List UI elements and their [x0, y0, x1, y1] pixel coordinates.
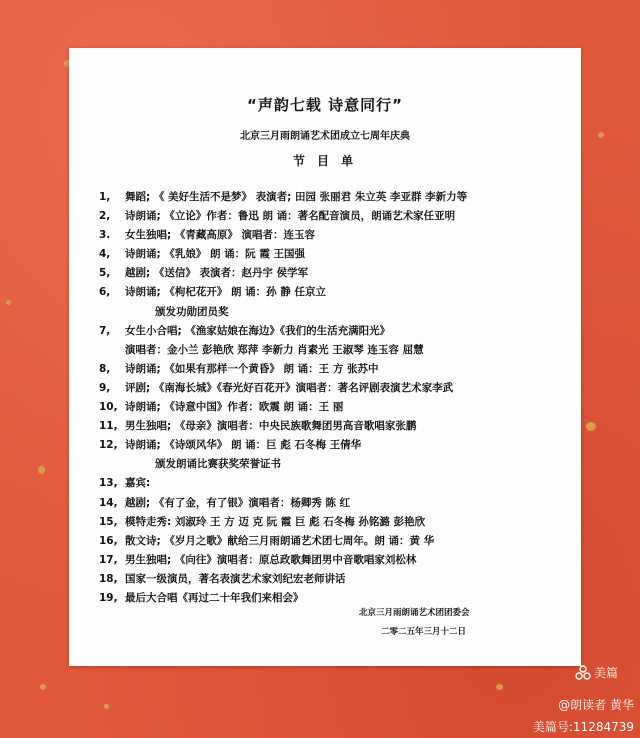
program-number: 6,: [99, 286, 111, 299]
program-number: 1,: [99, 191, 111, 203]
document-subtitle: 北京三月雨朗诵艺术团成立七周年庆典: [240, 131, 410, 142]
program-item: [99, 532, 561, 551]
gold-fleck: [38, 466, 45, 474]
program-number: 15,: [99, 515, 118, 528]
meipian-id: 美篇号:11284739: [532, 720, 634, 734]
program-number: 9,: [99, 381, 111, 394]
program-text: 评剧; 《南海长城》《春光好百花开》演唱者：著名评剧表演艺术家李武: [125, 381, 454, 394]
program-text: 诗朗诵; 《诗意中国》作者：欧震 朗 诵：王 丽: [125, 401, 344, 414]
program-text: 诗朗诵; 《诗颂风华》 朗 诵：巨 彪 石冬梅 王倩华: [125, 439, 362, 452]
program-text: 诗朗诵; 《枸杞花开》 朗 诵：孙 静 任京立: [125, 286, 326, 299]
program-item: [99, 188, 561, 207]
program-item: [99, 551, 561, 570]
award-line: [99, 455, 561, 474]
program-number: 5,: [99, 267, 111, 280]
meipian-brand: 美篇: [594, 666, 619, 680]
program-text: 诗朗诵; 《乳娘》 朗 诵：阮 霞 王国强: [125, 248, 305, 261]
program-number: 2,: [99, 210, 111, 223]
program-text: 颁发功勋团员奖: [155, 305, 229, 318]
document-date: 二零二五年三月十二日: [381, 627, 467, 637]
document-title: “声韵七载 诗意同行”: [247, 96, 403, 114]
program-number: 13,: [99, 477, 118, 490]
program-number: 16,: [99, 534, 118, 547]
program-text: 男生独唱; 《向往》演唱者：原总政歌舞团男中音歌唱家刘松林: [125, 553, 417, 566]
program-item: [99, 360, 561, 379]
program-text: 诗朗诵; 《如果有那样一个黄昏》 朗 诵：王 方 张苏中: [125, 362, 379, 375]
performers-line: [99, 341, 561, 360]
program-item: [99, 283, 561, 302]
program-item: [99, 417, 561, 436]
program-number: 19,: [99, 591, 118, 604]
program-item: [99, 474, 561, 493]
program-item: [99, 245, 561, 264]
program-number: 4,: [99, 248, 111, 261]
program-item: [99, 494, 561, 513]
program-text: 模特走秀: 刘淑玲 王 方 迈 克 阮 霞 巨 彪 石冬梅 孙铭潞 彭艳欣: [125, 515, 426, 528]
award-line: [99, 303, 561, 322]
program-number: 11,: [99, 420, 118, 433]
gold-fleck: [40, 684, 46, 690]
gold-fleck: [496, 684, 503, 690]
author-credit: @朗读者 黄华: [558, 698, 634, 712]
program-number: 12,: [99, 439, 118, 452]
program-text: 舞蹈; 《 美好生活不是梦》 表演者; 田园 张丽君 朱立英 李亚群 李新力等: [125, 191, 468, 203]
program-item: [99, 398, 561, 417]
program-text: 嘉宾:: [125, 477, 151, 490]
program-item: [99, 436, 561, 455]
program-text: 演唱者：金小兰 彭艳欣 郑萍 李新力 肖素光 王淑琴 连玉容 屈慧: [125, 343, 424, 356]
gold-fleck: [598, 132, 604, 138]
meipian-watermark: [575, 664, 618, 681]
program-text: 散文诗; 《岁月之歌》献给三月雨朗诵艺术团七周年。朗 诵：黄 华: [125, 534, 435, 547]
program-text: 颁发朗诵比赛获奖荣誉证书: [155, 458, 281, 471]
program-number: 3.: [99, 229, 111, 242]
program-item: [99, 207, 561, 226]
program-text: 诗朗诵; 《立论》作者：鲁迅 朗 诵：著名配音演员，朗诵艺术家任亚明: [125, 210, 456, 223]
program-text: 国家一级演员，著名表演艺术家刘纪宏老师讲话: [125, 572, 346, 585]
program-number: 8,: [99, 362, 111, 375]
gold-fleck: [586, 422, 596, 431]
program-list: [99, 188, 561, 608]
organizer-signature: 北京三月雨朗诵艺术团团委会: [359, 608, 470, 618]
program-text: 越剧; 《送信》 表演者：赵丹宇 侯学军: [125, 267, 309, 280]
program-heading: 节 目 单: [292, 154, 358, 168]
gold-fleck: [104, 704, 109, 709]
program-item: [99, 264, 561, 283]
program-number: 7,: [99, 324, 111, 337]
program-item: [99, 570, 561, 589]
meipian-logo-icon: [575, 665, 591, 681]
program-item: [99, 322, 561, 341]
program-item: [99, 513, 561, 532]
program-number: 10,: [99, 401, 118, 414]
gold-fleck: [6, 300, 11, 305]
program-number: 18,: [99, 572, 118, 585]
program-item: [99, 226, 561, 245]
program-text: 女生小合唱; 《渔家姑娘在海边》《我们的生活充满阳光》: [125, 324, 391, 337]
program-text: 越剧; 《有了金，有了银》演唱者：杨卿秀 陈 红: [125, 496, 351, 509]
program-text: 女生独唱; 《青藏高原》 演唱者：连玉容: [125, 229, 316, 242]
program-text: 男生独唱; 《母亲》演唱者：中央民族歌舞团男高音歌唱家张鹏: [125, 420, 417, 433]
program-sheet: [69, 48, 581, 666]
program-item: [99, 589, 561, 608]
program-number: 14,: [99, 496, 118, 509]
program-number: 17,: [99, 553, 118, 566]
program-item: [99, 379, 561, 398]
program-text: 最后大合唱《再过二十年我们来相会》: [125, 591, 304, 604]
